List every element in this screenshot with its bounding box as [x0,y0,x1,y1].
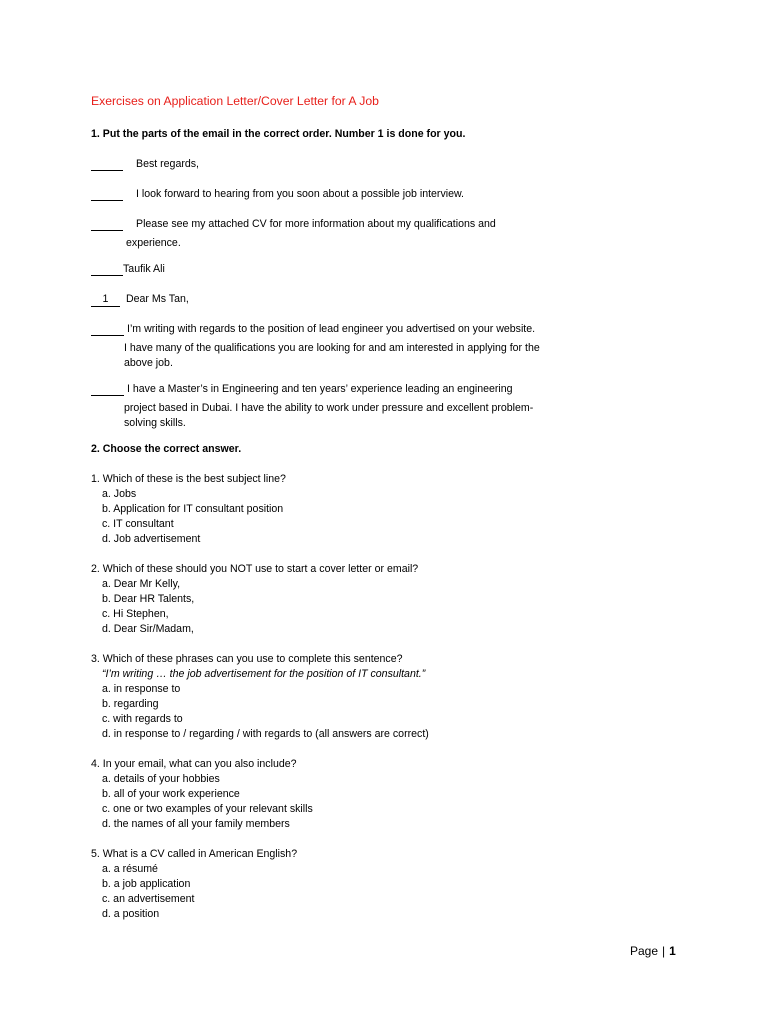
document-title: Exercises on Application Letter/Cover Letter for A Job [91,94,379,108]
order-item [91,217,496,251]
order-item-text: I have a Master’s in Engineering and ten years’ experience leading an engineering [127,383,513,395]
answer-option[interactable]: d. Job advertisement [102,533,201,545]
answer-option[interactable]: a. in response to [102,683,181,695]
order-item-text: project based in Dubai. I have the ability to work under pressure and excellent problem- [124,402,534,414]
answer-option[interactable]: a. Dear Mr Kelly, [102,578,181,590]
question-block [91,757,313,832]
answer-blank[interactable]: 1 [91,293,120,307]
question-text: 1. Which of these is the best subject line? [91,473,286,485]
answer-option[interactable]: c. an advertisement [102,893,195,905]
answer-option[interactable]: b. Dear HR Talents, [102,593,195,605]
answer-option[interactable]: a. Jobs [102,488,137,500]
answer-option[interactable]: c. IT consultant [102,518,174,530]
page-footer [630,944,676,959]
order-item-text: I have many of the qualifications you are looking for and am interested in applying for the [124,342,540,354]
answer-option[interactable]: d. a position [102,908,160,920]
question-block [91,472,286,547]
order-item [91,322,540,371]
answer-option[interactable]: d. the names of all your family members [102,818,290,830]
answer-option[interactable]: a. a résumé [102,863,158,875]
answer-option[interactable]: c. with regards to [102,713,183,725]
order-item-text: Please see my attached CV for more information about my qualifications and [136,218,496,230]
answer-blank[interactable] [91,157,123,171]
page-number: 1 [669,944,676,958]
order-item-text: experience. [126,237,181,249]
page-separator: | [662,944,666,958]
question-block [91,562,418,637]
answer-blank[interactable] [91,382,124,396]
order-item-text: above job. [124,357,173,369]
order-item [91,157,199,176]
order-item-text: Taufik Ali [123,263,165,275]
answer-option[interactable]: b. regarding [102,698,159,710]
question-block [91,652,429,742]
answer-option[interactable]: b. all of your work experience [102,788,240,800]
question-quote: “I’m writing … the job advertisement for the position of IT consultant.” [102,668,426,680]
answer-option[interactable]: d. in response to / regarding / with regards to (all answers are correct) [102,728,429,740]
answer-option[interactable]: a. details of your hobbies [102,773,220,785]
order-item [91,382,533,431]
order-item-text: I’m writing with regards to the position of lead engineer you advertised on your website. [127,323,536,335]
order-item [91,187,464,206]
page-label: Page [630,944,659,958]
answer-option[interactable]: b. Application for IT consultant position [102,503,284,515]
question-text: 2. Which of these should you NOT use to start a cover letter or email? [91,563,419,575]
order-item-text: I look forward to hearing from you soon about a possible job interview. [136,188,465,200]
question-block [91,847,297,922]
answer-option[interactable]: c. one or two examples of your relevant skills [102,803,313,815]
order-item-text: Best regards, [136,158,200,170]
question-text: 3. Which of these phrases can you use to complete this sentence? [91,653,403,665]
order-item-text: solving skills. [124,417,186,429]
section-2-heading: 2. Choose the correct answer. [91,443,242,455]
answer-blank[interactable] [91,262,123,276]
order-item-text: Dear Ms Tan, [126,293,189,305]
answer-blank[interactable] [91,187,123,201]
section-1-heading: 1. Put the parts of the email in the correct order. Number 1 is done for you. [91,128,466,140]
order-item [91,262,165,281]
order-item [91,292,189,307]
answer-option[interactable]: c. Hi Stephen, [102,608,169,620]
answer-blank[interactable] [91,322,124,336]
answer-option[interactable]: b. a job application [102,878,191,890]
question-text: 5. What is a CV called in American English? [91,848,298,860]
question-text: 4. In your email, what can you also include? [91,758,297,770]
answer-option[interactable]: d. Dear Sir/Madam, [102,623,194,635]
answer-blank[interactable] [91,217,123,231]
